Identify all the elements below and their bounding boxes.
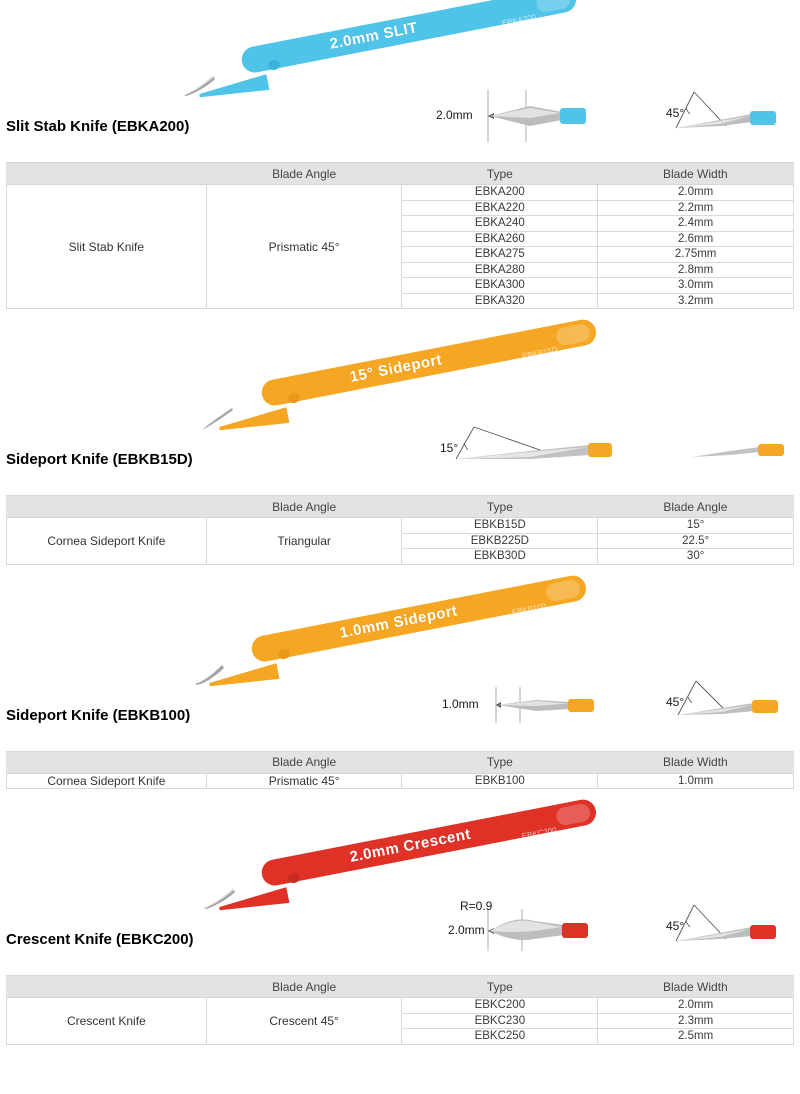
blade-radius-label: R=0.9 <box>460 899 493 913</box>
table-header-row <box>7 751 794 773</box>
table-header-row <box>7 496 794 518</box>
title-row <box>0 441 800 485</box>
product-sideport-knife-15d <box>0 333 800 565</box>
product-crescent-knife <box>0 813 800 1045</box>
pen-brand-text: EBKB15D <box>521 345 559 361</box>
cell-width: 2.2mm <box>598 200 794 216</box>
page-title-slit-stab: Slit Stab Knife (EBKA200) <box>6 118 190 135</box>
cell-width: 1.0mm <box>598 773 794 789</box>
pen-brand-text: EBKA200 <box>501 12 537 28</box>
th-type: Type <box>402 163 598 185</box>
cell-type: EBKB225D <box>402 533 598 549</box>
pen-illustration <box>200 345 600 425</box>
cell-width: 2.6mm <box>598 231 794 247</box>
blade-tip-icon <box>192 663 226 685</box>
blade-angle-diagram <box>660 899 800 959</box>
blade-width-label: 1.0mm <box>442 696 479 711</box>
pen-illustration <box>180 12 580 92</box>
page-title-sideport-100: Sideport Knife (EBKB100) <box>6 706 191 724</box>
cell-type: EBKA220 <box>402 200 598 216</box>
cell-type: EBKB30D <box>402 549 598 565</box>
table-row <box>7 773 794 789</box>
cell-blade-angle: Prismatic 45° <box>206 773 402 789</box>
cell-width: 2.0mm <box>598 185 794 201</box>
cell-type: EBKA300 <box>402 278 598 294</box>
cell-width: 2.0mm <box>598 998 794 1014</box>
table-header-row <box>7 163 794 185</box>
cell-width: 30° <box>598 549 794 565</box>
section-spacer <box>0 789 800 813</box>
cell-product-name: Slit Stab Knife <box>7 185 207 309</box>
product-sideport-knife-100 <box>0 589 800 790</box>
th-blank <box>7 163 207 185</box>
blade-front-diagram <box>430 891 650 961</box>
th-blade-angle: Blade Angle <box>206 163 402 185</box>
th-type: Type <box>402 496 598 518</box>
table-row <box>7 185 794 201</box>
blade-angle-label: 45° <box>666 694 685 709</box>
cell-blade-angle: Triangular <box>206 518 402 565</box>
blade-angle-label: 15° <box>440 441 459 455</box>
th-blade-angle: Blade Angle <box>206 751 402 773</box>
blade-side-diagram <box>690 419 800 479</box>
th-blade-width: Blade Width <box>598 976 794 998</box>
cell-width: 2.4mm <box>598 216 794 232</box>
th-type: Type <box>402 751 598 773</box>
pen-label: 1.0mm Sideport <box>338 601 459 642</box>
blade-angle-diagram <box>660 675 800 735</box>
spec-table-sideport-100 <box>6 751 794 790</box>
th-type: Type <box>402 976 598 998</box>
blade-tip-icon <box>182 74 216 96</box>
blade-angle-diagram <box>660 86 800 146</box>
cell-type: EBKA275 <box>402 247 598 263</box>
cell-width: 2.8mm <box>598 262 794 278</box>
cell-type: EBKA320 <box>402 293 598 309</box>
cell-type: EBKB15D <box>402 518 598 534</box>
th-blade-angle: Blade Angle <box>206 496 402 518</box>
th-blade-width: Blade Width <box>598 163 794 185</box>
cell-type: EBKC200 <box>402 998 598 1014</box>
blade-angle-diagram <box>440 419 690 479</box>
title-row <box>0 106 800 152</box>
pen-grip-bump <box>287 392 301 404</box>
cell-type: EBKC250 <box>402 1029 598 1045</box>
blade-angle-label: 45° <box>666 106 685 120</box>
page-title-crescent: Crescent Knife (EBKC200) <box>6 931 194 948</box>
cell-product-name: Crescent Knife <box>7 998 207 1045</box>
pen-illustration <box>190 600 590 681</box>
blade-tip-icon <box>202 407 236 429</box>
th-blade-angle-2: Blade Angle <box>598 496 794 518</box>
th-blade-width: Blade Width <box>598 751 794 773</box>
table-row <box>7 518 794 534</box>
pen-brand-text: EBKB100 <box>511 600 547 617</box>
section-spacer <box>0 565 800 589</box>
blade-angle-label: 45° <box>666 919 685 933</box>
blade-tip-icon <box>202 887 236 909</box>
cell-type: EBKB100 <box>402 773 598 789</box>
cell-width: 3.2mm <box>598 293 794 309</box>
spec-table-slit-stab <box>6 162 794 309</box>
pen-label: 15° Sideport <box>348 351 444 386</box>
cell-product-name: Cornea Sideport Knife <box>7 518 207 565</box>
cell-width: 22.5° <box>598 533 794 549</box>
cell-type: EBKC230 <box>402 1013 598 1029</box>
cell-product-name: Cornea Sideport Knife <box>7 773 207 789</box>
blade-width-label: 2.0mm <box>436 108 473 122</box>
pen-grip-bump <box>267 59 281 71</box>
spec-table-crescent <box>6 975 794 1045</box>
cell-type: EBKA260 <box>402 231 598 247</box>
th-blank <box>7 976 207 998</box>
pen-brand-text: EBKC200 <box>521 825 558 841</box>
cell-type: EBKA280 <box>402 262 598 278</box>
th-blade-angle: Blade Angle <box>206 976 402 998</box>
cell-type: EBKA200 <box>402 185 598 201</box>
cell-width: 2.3mm <box>598 1013 794 1029</box>
product-slit-stab-knife <box>0 0 800 309</box>
table-header-row <box>7 976 794 998</box>
cell-width: 15° <box>598 518 794 534</box>
th-blank <box>7 496 207 518</box>
table-row <box>7 998 794 1014</box>
cell-blade-angle: Prismatic 45° <box>206 185 402 309</box>
title-row <box>0 694 800 741</box>
cell-blade-angle: Crescent 45° <box>206 998 402 1045</box>
cell-width: 2.75mm <box>598 247 794 263</box>
title-row <box>0 899 800 965</box>
cell-width: 3.0mm <box>598 278 794 294</box>
pen-label: 2.0mm Crescent <box>348 825 473 866</box>
blade-width-label: 2.0mm <box>448 923 485 937</box>
th-blank <box>7 751 207 773</box>
blade-front-diagram <box>440 675 650 735</box>
blade-front-diagram <box>430 86 640 146</box>
cell-width: 2.5mm <box>598 1029 794 1045</box>
spec-table-sideport-15d <box>6 495 794 565</box>
cell-type: EBKA240 <box>402 216 598 232</box>
page-title-sideport-15d: Sideport Knife (EBKB15D) <box>6 451 193 468</box>
pen-grip-bump <box>287 872 301 884</box>
pen-label: 2.0mm SLIT <box>328 19 420 53</box>
section-spacer <box>0 309 800 333</box>
